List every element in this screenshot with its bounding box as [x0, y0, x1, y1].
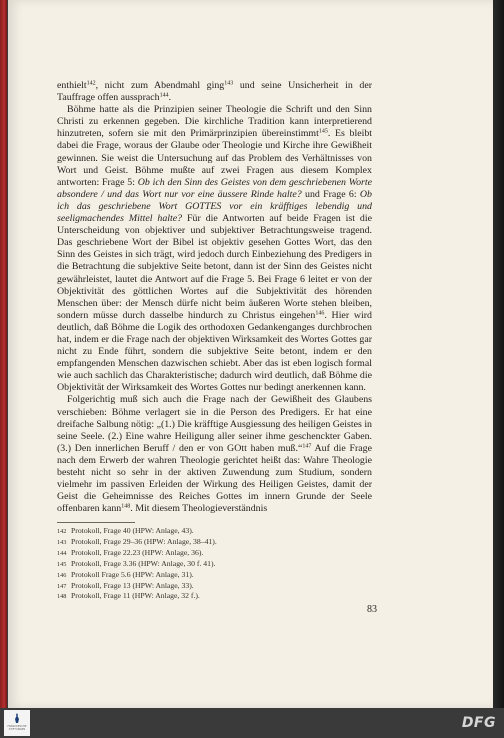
footnote — [57, 548, 372, 559]
statue-icon — [11, 712, 23, 724]
footnote — [57, 570, 372, 581]
footnote-number: 147 — [57, 582, 67, 590]
footnote — [57, 537, 372, 548]
library-logo-text: FRANCKESCHE STIFTUNGEN — [7, 725, 27, 731]
library-logo[interactable] — [4, 710, 30, 736]
paragraph-1: enthielt$^{142}$, nicht zum Abendmahl ging$^{143}$ und seine Unsicherheit in der Tauffrage offen aussprach$^{144}$. — [57, 80, 372, 104]
footnote-text: Protokoll, Frage 13 (HPW: Anlage, 33). — [71, 580, 194, 590]
footnote — [57, 581, 372, 592]
page-number: 83 — [367, 604, 377, 615]
footnote-number: 143 — [57, 538, 67, 546]
viewer-footer — [0, 708, 504, 738]
footnote — [57, 591, 372, 602]
page-shadow-edge — [493, 0, 504, 708]
footnote-text: Protokoll, Frage 22.23 (HPW: Anlage, 36). — [71, 547, 204, 557]
dfg-logo[interactable]: DFG — [461, 715, 496, 731]
footnote-divider — [57, 522, 135, 523]
book-page — [8, 0, 493, 708]
footnote-number: 145 — [57, 560, 67, 568]
footnote-text: Protokoll Frage 5.6 (HPW: Anlage, 31). — [71, 569, 194, 579]
footnotes — [57, 526, 372, 602]
footnote-number: 144 — [57, 549, 67, 557]
footnote-text: Protokoll, Frage 3.36 (HPW: Anlage, 30 f. 41). — [71, 558, 216, 568]
paragraph-3: Folgerichtig muß sich auch die Frage nach der Gewißheit des Glaubens verschieben: Böhme verlagert sie in die Person des Predigers. Er hat eine dreifache Salbung nötig: „(1.) Die kräfftige Ausgiessung des heiligen Geistes in seine Seele. (2.) Eine wahre Heiligung aller seiner ihme geschenckter Gaben. (3.) Den innerlichen Beruff / den er von GOtt haben muß.“$^{147}$ Auf die Frage nach dem Erwerb der wahren Theologie gerichtet heißt das: Wahre Theologie besteht nicht so sehr in der aktiven Zuwendung zum Studium, sondern vielmehr im passiven Erleiden der Wirkung des Heiligen Geistes, damit der Geist die Geheimnisse des Reiches Gottes im innern Grunde der Seele offenbaren kann$^{148}$. Mit diesem Theologieverständnis — [57, 394, 372, 515]
footnote-number: 146 — [57, 571, 67, 579]
footnote — [57, 526, 372, 537]
paragraph-2: Böhme hatte als die Prinzipien seiner Theologie die Schrift und den Sinn Christi zu erkennen gegeben. Die kirchliche Tradition kann interpretierend hinzutreten, sofern sie mit den Primärprinzipien übereinstimmt$^{145}$. Es bleibt dabei die Frage, woraus der Glaube oder Theologie und Kirche ihre Gewißheit gewinnen. Sie weist die Untersuchung auf das Problem des Verhältnisses von Wort und Geist. Böhme mußte auf zwei Fragen aus diesem Komplex antworten: Frage 5: Ob ich den Sinn des Geistes von dem geschriebenen Worte absondere / und das Wort nur vor eine äussere Rinde halte? und Frage 6: Ob ich das geschriebene Wort GOTTES vor ein kräfftiges lebendig und seeligmachendes Mittel halte? Für die Antworten auf beide Fragen ist die Unterscheidung von objektiver und subjektiver Betrachtungsweise tragend. Das geschriebene Wort der Bibel ist objektiv gesehen Gottes Wort, das den Sinn des Geistes in sich trägt, wird jedoch durch Einbeziehung des Predigers in die Betrachtung die subjektive Seite betont, dann ist der Sinn des Geistes nicht gewährleistet, lautet die Antwort auf die Frage 5. Bei Frage 6 leitet er von der Objektivität des göttlichen Wortes auf die Subjektivität des hörenden Menschen über: der Mensch dürfe nicht beim äußeren Worte stehen bleiben, sondern müsse durch dasselbe hindurch zu Christus eingehen$^{146}$. Hier wird deutlich, daß Böhme die Logik des orthodoxen Gedankenganges durchbrochen hat, indem er die Frage nach der objektiven Wirksamkeit des Wortes Gottes gar nicht zu Ende führt, sondern die subjektive Seite betont, indem er den empfangenden Menschen dazwischen schiebt. Aber das ist eben logisch formal wie auch sachlich das Charakteristische; dadurch wird deutlich, daß Böhme die Objektivität der Wirksamkeit des Wortes Gottes nur bedingt anerkennen kann. — [57, 104, 373, 394]
footnote-number: 148 — [57, 593, 67, 601]
footnote-text: Protokoll, Frage 29–36 (HPW: Anlage, 38–41). — [71, 536, 217, 546]
footnote-text: Protokoll, Frage 40 (HPW: Anlage, 43). — [71, 526, 194, 535]
footnote — [57, 559, 372, 570]
footnote-text: Protokoll, Frage 11 (HPW: Anlage, 32 f.). — [71, 591, 200, 601]
main-text — [57, 80, 372, 515]
footnote-number: 142 — [57, 528, 67, 535]
book-cover-edge — [0, 0, 7, 712]
